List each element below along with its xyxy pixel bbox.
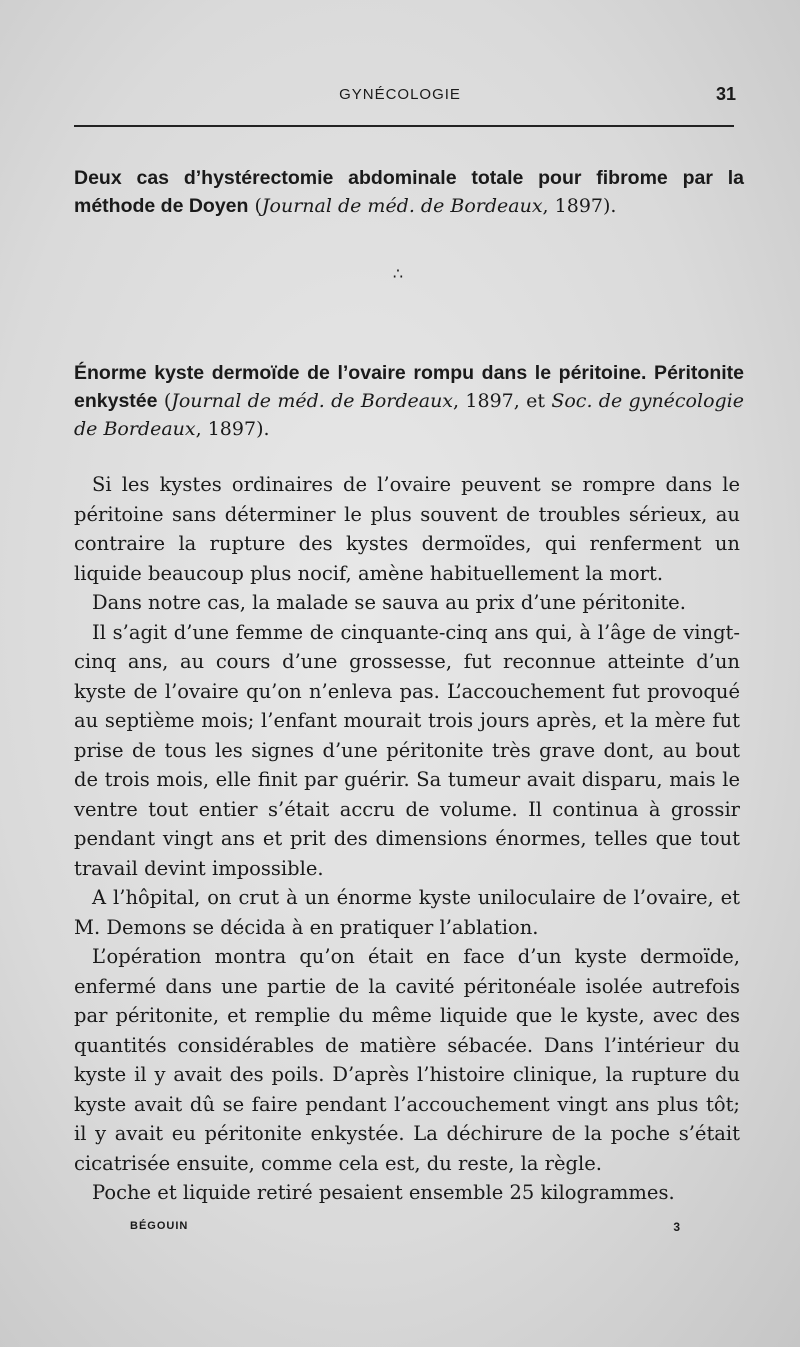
paragraph: A l’hôpital, on crut à un énorme kyste uniloculaire de l’ovaire, et M. Demons se décida à en pratiquer l’ablation. (74, 886, 740, 939)
entry-year: 1897 (554, 195, 603, 217)
page-number: 31 (715, 84, 736, 104)
running-head (0, 86, 800, 114)
entry-society-year: 1897 (207, 418, 257, 440)
bibliography-entry-2: Énorme kyste dermoïde de l’ovaire rompu dans le péritoine. Péritonite enkystée (Journal de méd. de Bordeaux, 1897, et Soc. de gynécologie de Bordeaux, 1897). (74, 362, 744, 440)
article-body (74, 470, 740, 1208)
printer-signature: BÉGOUIN (130, 1220, 189, 1232)
entry-journal: Journal de méd. de Bordeaux (261, 195, 543, 217)
paragraph: Dans notre cas, la malade se sauva au prix d’une péritonite. (92, 591, 686, 614)
entry-journal: Journal de méd. de Bordeaux (171, 390, 454, 412)
paragraph: L’opération montra qu’on était en face d’un kyste dermoïde, enfermé dans une partie de la cavité péritonéale isolée autrefois par péritonite, et remplie du même liquide que le kyste, avec des quantités considérables de matière sébacée. Dans l’intérieur du kyste il y avait des poils. D’après l’histoire clinique, la rupture du kyste avait dû se faire pendant l’accouchement vingt ans plus tôt; il y avait eu péritonite enkystée. La déchirure de la poche s’était cicatrisée ensuite, comme cela est, du reste, la règle. (74, 945, 740, 1175)
entry-title: Deux cas d’hystérectomie abdominale totale pour fibrome par la méthode de Doyen (74, 167, 744, 217)
header-rule (74, 125, 734, 127)
entry-title: Énorme kyste dermoïde de l’ovaire rompu dans le péritoine. Péritonite enkystée (74, 362, 744, 412)
paragraph: Poche et liquide retiré pesaient ensemble 25 kilogrammes. (92, 1181, 675, 1204)
section-separator: ∴ (392, 264, 408, 283)
running-title: GYNÉCOLOGIE (339, 86, 461, 103)
entry-society: Soc. de gynécologie de Bordeaux (74, 390, 744, 440)
page-footer (130, 1220, 690, 1240)
paragraph: Il s’agit d’une femme de cinquante-cinq ans qui, à l’âge de vingt-cinq ans, au cours d’une grossesse, fut reconnue atteinte d’un kyste de l’ovaire qu’on n’enleva pas. L’accouchement fut provoqué au septième mois; l’enfant mourait trois jours après, et la mère fut prise de tous les signes d’une péritonite très grave dont, au bout de trois mois, elle finit par guérir. Sa tumeur avait disparu, mais le ventre tout entier s’était accru de volume. Il continua à grossir pendant vingt ans et prit des dimensions énormes, telles que tout travail devint impossible. (74, 620, 740, 880)
entry-year: 1897 (465, 390, 514, 412)
paragraph: Si les kystes ordinaires de l’ovaire peuvent se rompre dans le péritoine sans déterminer le plus souvent de troubles sérieux, au contraire la rupture des kystes dermoïdes, qui renferment un liquide beaucoup plus nocif, amène habituellement la mort. (74, 473, 740, 585)
bibliography-entry-1: Deux cas d’hystérectomie abdominale totale pour fibrome par la méthode de Doyen (Journal de méd. de Bordeaux, 1897). (74, 167, 744, 217)
signature-mark: 3 (673, 1220, 680, 1234)
